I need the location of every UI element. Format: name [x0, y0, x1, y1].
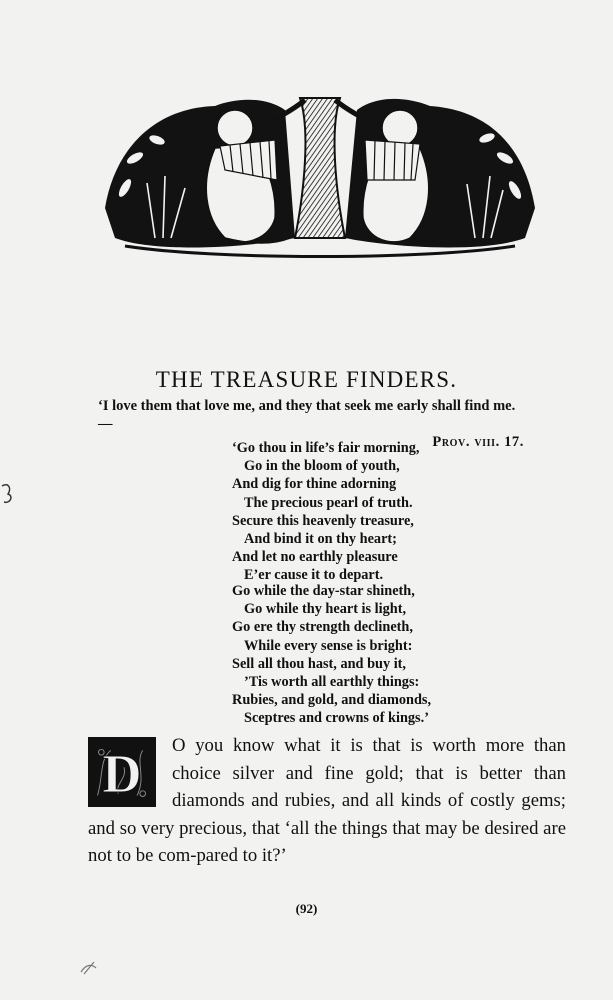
dropcap-letter-image — [90, 739, 154, 805]
scan-speck-icon — [0, 478, 20, 508]
poem-line: Rubies, and gold, and diamonds, — [232, 692, 432, 709]
poem-line: E’er cause it to depart. — [244, 567, 384, 584]
poem-line: Go while the day-star shineth, — [232, 583, 415, 599]
poem-line: And dig for thine adorning — [232, 476, 397, 493]
poem-line: Go while thy heart is light, — [244, 601, 407, 618]
poem-line: And let no earthly pleasure — [232, 549, 398, 566]
body-text: O you know what it is that is worth more than choice silver and fine gold; that is better than diamonds and rubies, and all kinds of costly gems; and so very precious, that ‘all the things that may be desired are not to be com-pared to it?’ — [88, 735, 566, 867]
poem-line: Go ere thy strength declineth, — [232, 619, 413, 636]
dropcap-letter: D — [102, 742, 142, 804]
page-number: (92) — [295, 901, 318, 916]
epigraph-source: Prov. viii. 17. — [432, 434, 524, 450]
headpiece-illustration — [95, 88, 545, 266]
poem-line: Go in the bloom of youth, — [244, 458, 400, 475]
poem-stanza-1 — [232, 439, 532, 585]
chapter-title: THE TREASURE FINDERS. — [155, 367, 458, 393]
poem-line: Sceptres and crowns of kings.’ — [244, 710, 429, 727]
poem-stanza-2 — [232, 582, 532, 728]
poem-line: And bind it on thy heart; — [244, 531, 397, 548]
poem-line: The precious pearl of truth. — [244, 494, 413, 511]
poem-line: Sell all thou hast, and buy it, — [232, 655, 406, 672]
ornamental-dropcap — [88, 737, 156, 807]
poem-line: ‘Go thou in life’s fair morning, — [232, 440, 420, 456]
epigraph-text: ‘I love them that love me, and they that seek me early shall find me. — — [98, 398, 516, 432]
poem-line: Secure this heavenly treasure, — [232, 512, 414, 529]
body-paragraph — [88, 732, 566, 870]
poem-line: While every sense is bright: — [244, 637, 413, 654]
scan-speck-icon — [78, 958, 100, 978]
cherubs-engraving-image — [95, 88, 545, 266]
poem-line: ’Tis worth all earthly things: — [244, 674, 420, 691]
